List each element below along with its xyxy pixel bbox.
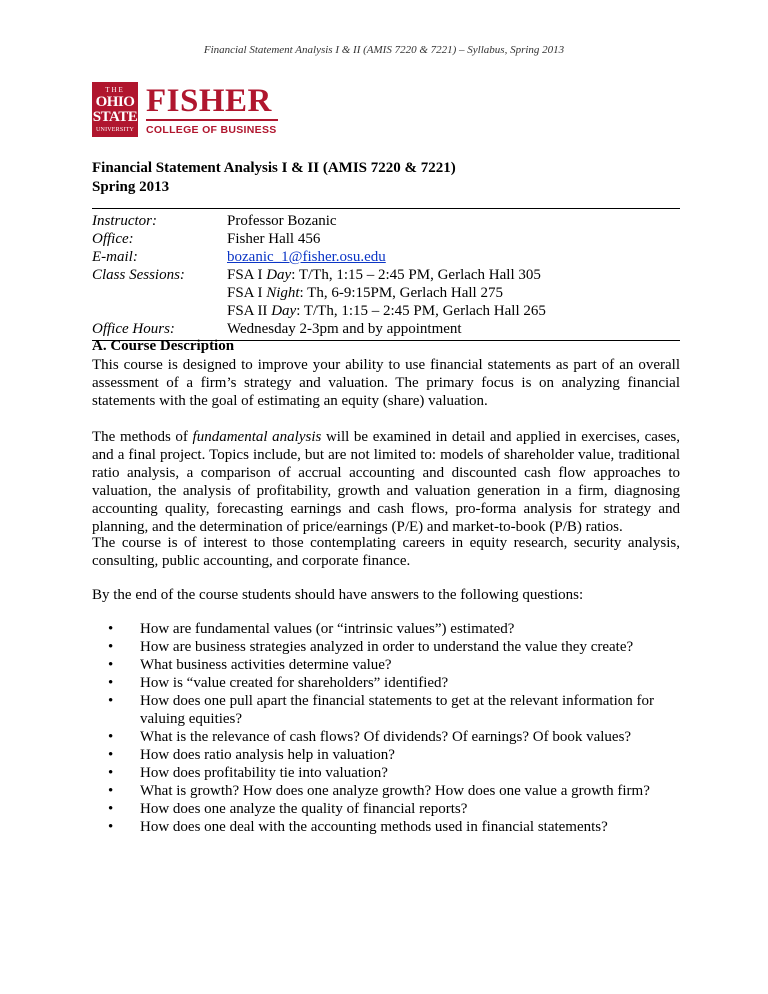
session-fsa2-day: FSA II Day: T/Th, 1:15 – 2:45 PM, Gerlach Hall 265	[227, 303, 546, 319]
class-sessions-row: Class Sessions: FSA I Day: T/Th, 1:15 – 2:45 PM, Gerlach Hall 305 FSA I Night: Th, 6-9:15PM, Gerlach Hall 275 FSA II Day: T/Th, 1:15 – 2:45 PM, Gerlach Hall 265	[92, 266, 680, 320]
bullet-icon: •	[108, 657, 114, 673]
list-item: • How is “value created for shareholders” identified?	[108, 675, 449, 691]
course-name: Financial Statement Analysis I & II (AMIS 7220 & 7221)	[92, 160, 456, 176]
fisher-college-logo	[92, 82, 278, 138]
email-link[interactable]: bozanic_1@fisher.osu.edu	[227, 249, 386, 265]
bullet-icon: •	[108, 819, 114, 835]
description-paragraph-4: By the end of the course students should have answers to the following questions:	[92, 587, 584, 603]
bullet-icon: •	[108, 747, 114, 763]
description-paragraph-1: This course is designed to improve your ability to use financial statements as part of an overall assessment of a firm’s strategy and valuation. The primary focus is on analyzing financial statements with the goal of estimating an equity (share) valuation.	[92, 357, 680, 409]
description-paragraph-2: The methods of fundamental analysis will be examined in detail and applied in exercises, cases, and a final project. Topics include, but are not limited to: models of shareholder value, traditional ratio analysis, a comparison of accrual accounting and discounted cash flow approaches to valuation, the analysis of profitability, growth and valuation generation in a firm, diagnosing accounting quality, forecasting earnings and cash flows, pro-forma analysis for strategy and planning, and the determination of price/earnings (P/E) and market-to-book (P/B) ratios.	[92, 429, 680, 535]
bullet-icon: •	[108, 621, 114, 637]
bullet-icon: •	[108, 675, 114, 691]
session-fsa1-night: FSA I Night: Th, 6-9:15PM, Gerlach Hall 275	[227, 285, 503, 301]
office-hours-row: Office Hours: Wednesday 2-3pm and by appointment	[92, 321, 462, 337]
course-info-table	[92, 208, 680, 341]
list-item: • What business activities determine value?	[108, 657, 392, 673]
bullet-icon: •	[108, 801, 114, 817]
list-item: • How are fundamental values (or “intrinsic values”) estimated?	[108, 621, 515, 637]
fisher-wordmark: FISHER COLLEGE OF BUSINESS	[146, 82, 277, 136]
section-a-heading: A. Course Description	[92, 338, 235, 354]
list-item: • How does ratio analysis help in valuation?	[108, 747, 395, 763]
learning-questions-list	[92, 620, 680, 836]
ohio-state-seal: THE OHIO STATE UNIVERSITY	[92, 82, 138, 137]
list-item: • How are business strategies analyzed in order to understand the value they create?	[108, 639, 634, 655]
list-item: • How does one pull apart the financial statements to get at the relevant information for valuing equities?	[108, 693, 654, 727]
office-row: Office: Fisher Hall 456	[92, 231, 321, 247]
bullet-icon: •	[108, 783, 114, 799]
list-item: • What is growth? How does one analyze growth? How does one value a growth firm?	[108, 783, 650, 799]
list-item: • How does one deal with the accounting methods used in financial statements?	[108, 819, 608, 835]
bullet-icon: •	[108, 729, 114, 745]
bullet-icon: •	[108, 693, 114, 709]
description-paragraph-3: The course is of interest to those contemplating careers in equity research, security analysis, consulting, public accounting, and corporate finance.	[92, 535, 680, 569]
session-fsa1-day: FSA I Day: T/Th, 1:15 – 2:45 PM, Gerlach Hall 305	[227, 267, 541, 283]
bullet-icon: •	[108, 639, 114, 655]
course-title	[92, 159, 456, 197]
course-term: Spring 2013	[92, 179, 170, 195]
bullet-icon: •	[108, 765, 114, 781]
list-item: • How does profitability tie into valuation?	[108, 765, 388, 781]
running-header: Financial Statement Analysis I & II (AMIS 7220 & 7221) – Syllabus, Spring 2013	[203, 44, 565, 56]
list-item: • What is the relevance of cash flows? Of dividends? Of earnings? Of book values?	[108, 729, 632, 745]
list-item: • How does one analyze the quality of financial reports?	[108, 801, 468, 817]
instructor-row: Instructor: Professor Bozanic	[92, 213, 337, 229]
email-row: E-mail: bozanic_1@fisher.osu.edu	[92, 249, 386, 265]
